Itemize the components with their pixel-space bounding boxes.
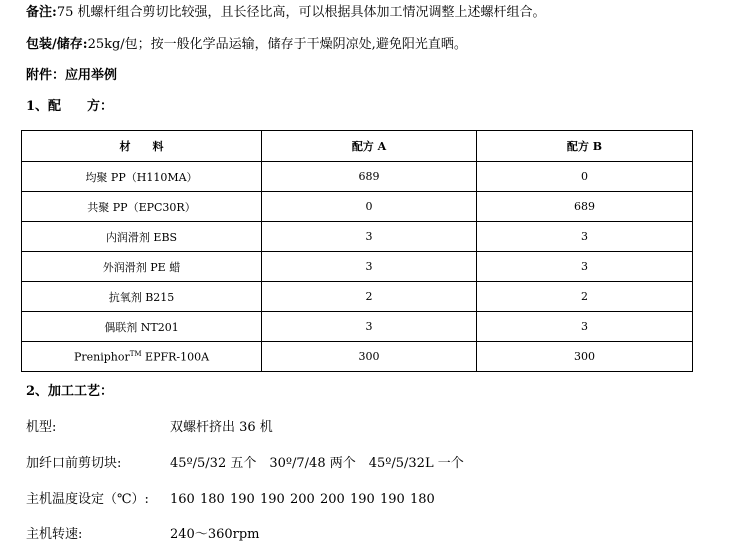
cell-a: 3 — [262, 252, 477, 282]
remark-label: 备注: — [26, 5, 57, 20]
temp-value: 160 — [170, 492, 195, 507]
packaging-text: 25kg/包；按一般化学品运输，储存于干燥阴凉处,避免阳光直晒。 — [87, 37, 467, 52]
section2-title: 2、加工工艺： — [26, 384, 114, 399]
cutting-label: 加纤口前剪切块: — [26, 456, 122, 471]
table-row — [22, 282, 693, 312]
table-row — [22, 162, 693, 192]
cell-b: 3 — [477, 252, 693, 282]
attachment-heading: 附件：应用举例 — [26, 68, 118, 83]
temp-value: 190 — [260, 492, 285, 507]
table-row — [22, 312, 693, 342]
speed-line — [26, 523, 260, 542]
table-row — [22, 192, 693, 222]
cutting-line — [26, 452, 464, 471]
recipe-table — [21, 130, 693, 372]
temp-value: 200 — [290, 492, 315, 507]
packaging-label: 包装/储存: — [26, 37, 88, 52]
machine-line — [26, 416, 273, 435]
material-suffix: EPFR-100A — [141, 350, 210, 364]
cell-a: 2 — [262, 282, 477, 312]
header-formula-b: 配方 B — [477, 131, 693, 162]
table-header-row — [22, 131, 693, 162]
cell-a: 300 — [262, 342, 477, 372]
packaging-line — [26, 36, 467, 54]
cell-a: 689 — [262, 162, 477, 192]
cell-material: 均聚 PP（H110MA） — [22, 162, 262, 192]
cutting-value: 45º/5/32 五个 30º/7/48 两个 45º/5/32L 一个 — [170, 456, 464, 471]
cell-a: 3 — [262, 312, 477, 342]
header-material: 材 料 — [22, 131, 262, 162]
cell-b: 0 — [477, 162, 693, 192]
machine-label: 机型: — [26, 420, 57, 435]
machine-value: 双螺杆挤出 36 机 — [170, 420, 273, 435]
cell-material: 偶联剂 NT201 — [22, 312, 262, 342]
header-formula-a: 配方 A — [262, 131, 477, 162]
cell-material: 外润滑剂 PE 蜡 — [22, 252, 262, 282]
cell-material: 内润滑剂 EBS — [22, 222, 262, 252]
cell-a: 0 — [262, 192, 477, 222]
cell-material: 共聚 PP（EPC30R） — [22, 192, 262, 222]
remark-text: 75 机螺杆组合剪切比较强，且长径比高，可以根据具体加工情况调整上述螺杆组合。 — [56, 5, 546, 20]
cell-b: 3 — [477, 222, 693, 252]
cell-material — [22, 342, 262, 372]
temp-value: 200 — [320, 492, 345, 507]
temp-label: 主机温度设定（℃）: — [26, 492, 149, 507]
speed-value: 240～360rpm — [170, 527, 260, 542]
temp-value: 180 — [200, 492, 225, 507]
cell-a: 3 — [262, 222, 477, 252]
temp-value: 190 — [230, 492, 255, 507]
remark-line — [26, 4, 546, 22]
temp-line — [26, 488, 440, 507]
cell-b: 300 — [477, 342, 693, 372]
cell-material: 抗氧剂 B215 — [22, 282, 262, 312]
speed-label: 主机转速: — [26, 527, 83, 542]
cell-b: 689 — [477, 192, 693, 222]
table-row — [22, 252, 693, 282]
table-row — [22, 342, 693, 372]
cell-b: 3 — [477, 312, 693, 342]
cell-b: 2 — [477, 282, 693, 312]
trademark-sup: TM — [129, 349, 142, 358]
temp-value: 190 — [350, 492, 375, 507]
section1-title: 1、配 方： — [26, 99, 114, 114]
material-prefix: Preniphor — [73, 350, 130, 364]
table-row — [22, 222, 693, 252]
temp-value: 180 — [410, 492, 435, 507]
temp-value: 190 — [380, 492, 405, 507]
